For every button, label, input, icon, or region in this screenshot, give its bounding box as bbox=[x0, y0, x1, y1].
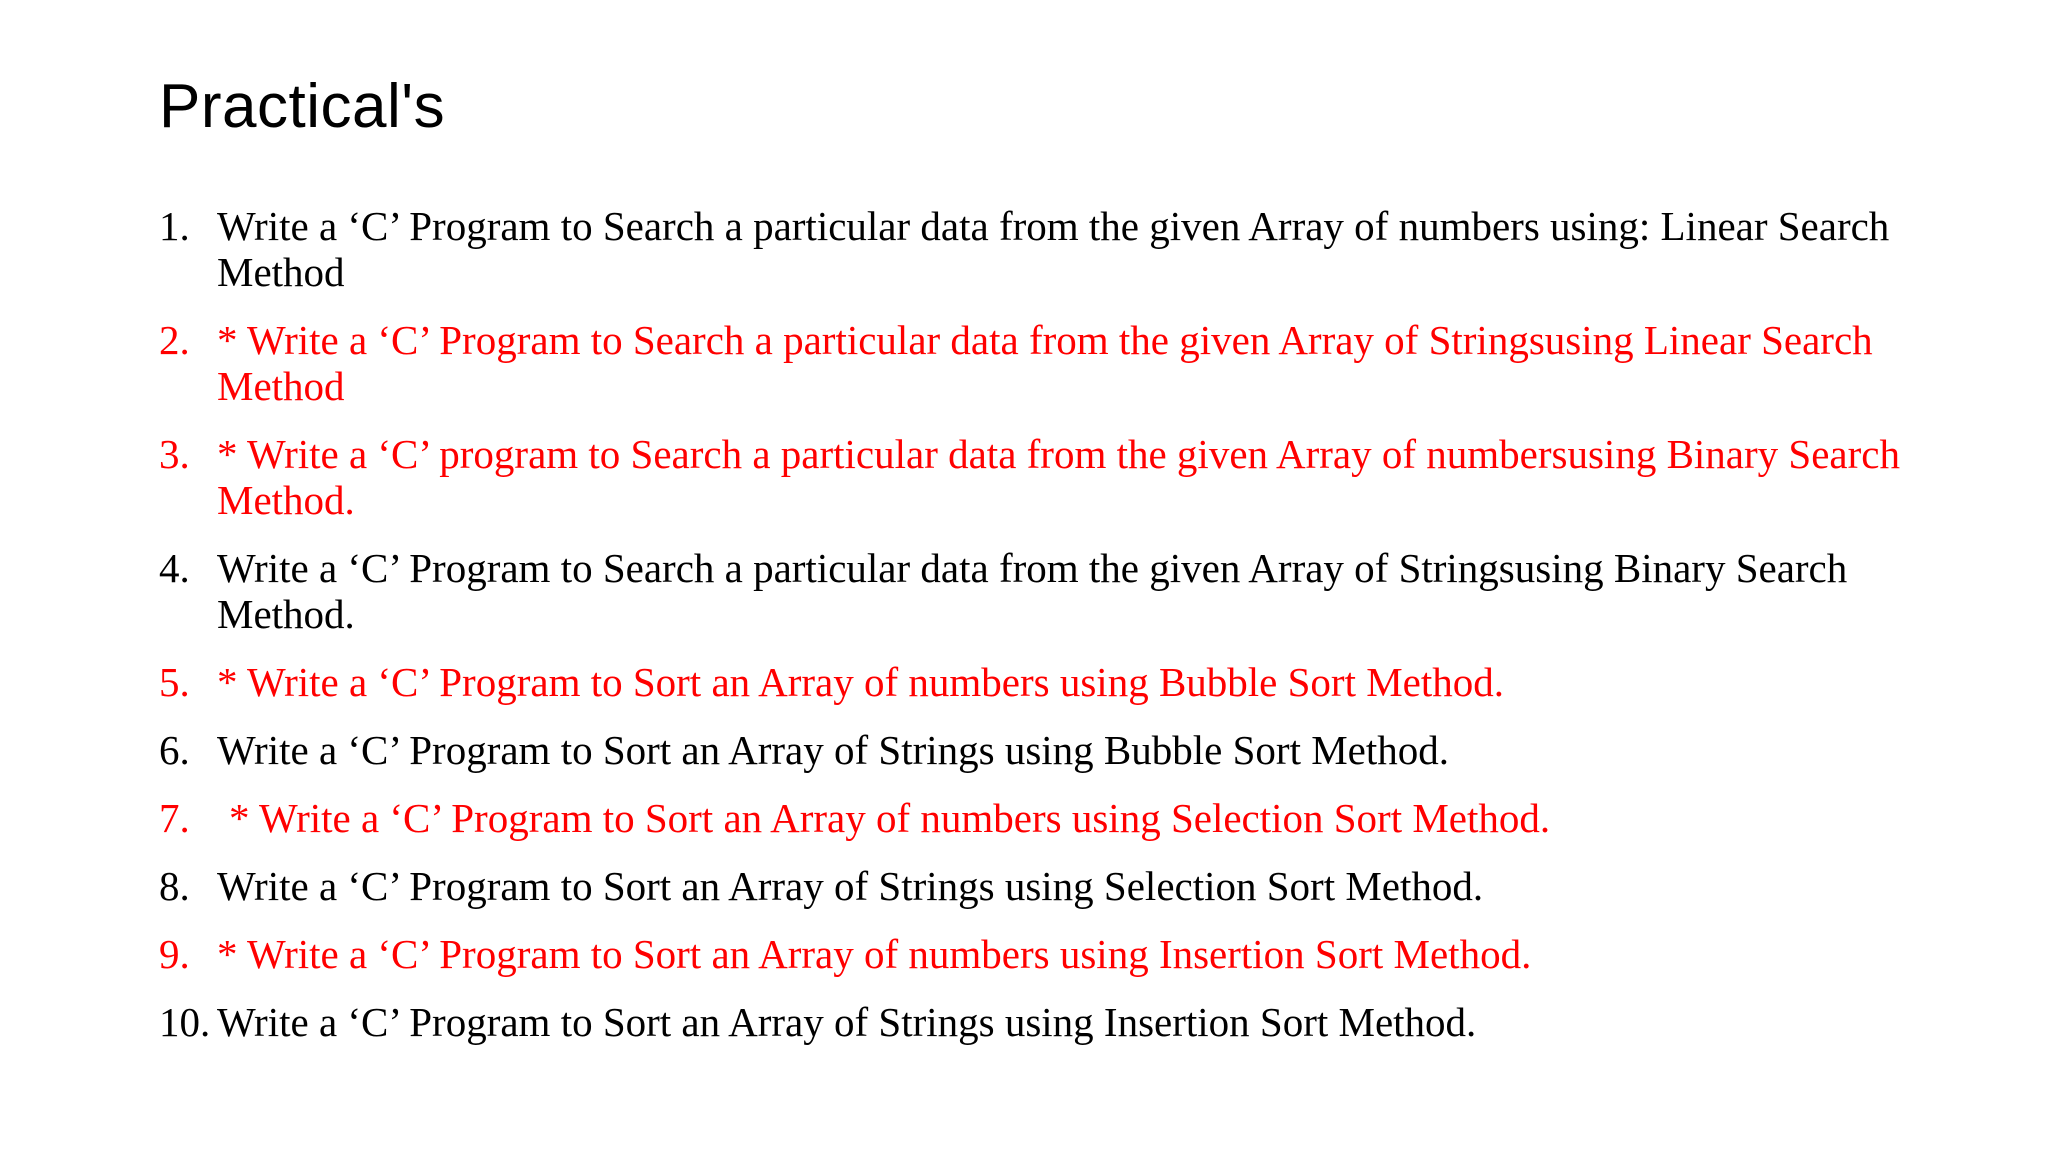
item-text: * Write a ‘C’ Program to Search a particular data from the given Array of Stringsusing Linear Search Method bbox=[217, 317, 1873, 409]
list-item bbox=[159, 431, 1919, 523]
item-number: 4. bbox=[159, 545, 190, 591]
item-number: 5. bbox=[159, 659, 190, 705]
list-item bbox=[159, 931, 1919, 977]
item-text: Write a ‘C’ Program to Sort an Array of Strings using Insertion Sort Method. bbox=[217, 999, 1477, 1045]
list-item bbox=[159, 545, 1919, 637]
item-number: 1. bbox=[159, 203, 190, 249]
slide-title: Practical's bbox=[159, 72, 446, 141]
item-text: Write a ‘C’ Program to Sort an Array of Strings using Bubble Sort Method. bbox=[217, 727, 1450, 773]
item-text: * Write a ‘C’ program to Search a particular data from the given Array of numbersusing Binary Search Method. bbox=[217, 431, 1900, 523]
item-number: 9. bbox=[159, 931, 190, 977]
list-item bbox=[159, 999, 1919, 1045]
list-item bbox=[159, 203, 1919, 295]
item-number: 8. bbox=[159, 863, 190, 909]
item-number: 3. bbox=[159, 431, 190, 477]
item-text: * Write a ‘C’ Program to Sort an Array of numbers using Insertion Sort Method. bbox=[217, 931, 1532, 977]
item-number: 10. bbox=[159, 999, 211, 1045]
item-number: 7. bbox=[159, 795, 190, 841]
item-text: Write a ‘C’ Program to Search a particular data from the given Array of numbers using: Linear Search Method bbox=[217, 203, 1890, 295]
item-text: * Write a ‘C’ Program to Sort an Array of numbers using Selection Sort Method. bbox=[229, 795, 1551, 841]
list-item bbox=[159, 863, 1919, 909]
list-item bbox=[159, 659, 1919, 705]
list-item bbox=[159, 727, 1919, 773]
item-text: Write a ‘C’ Program to Sort an Array of Strings using Selection Sort Method. bbox=[217, 863, 1484, 909]
item-text: * Write a ‘C’ Program to Sort an Array of numbers using Bubble Sort Method. bbox=[217, 659, 1505, 705]
list-item bbox=[159, 317, 1919, 409]
list-item bbox=[159, 795, 1919, 841]
item-text: Write a ‘C’ Program to Search a particular data from the given Array of Stringsusing Binary Search Method. bbox=[217, 545, 1848, 637]
item-number: 2. bbox=[159, 317, 190, 363]
item-number: 6. bbox=[159, 727, 190, 773]
practical-list bbox=[159, 203, 1919, 1067]
